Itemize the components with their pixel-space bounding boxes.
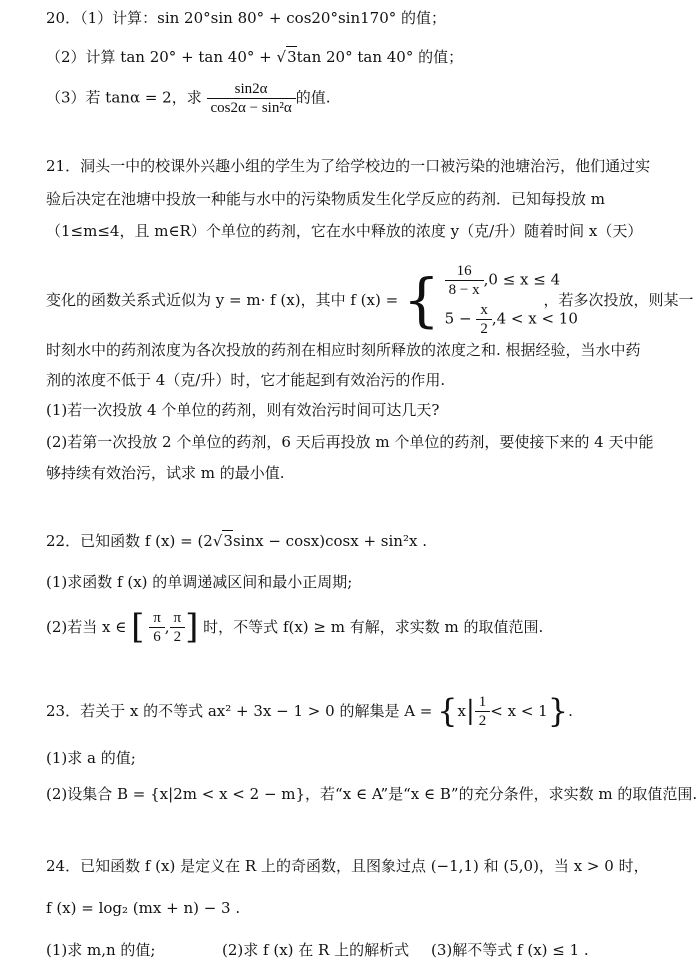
- interval-end-denominator: 2: [173, 628, 182, 645]
- sqrt-symbol: √: [212, 532, 223, 550]
- q21-line4: [46, 262, 694, 337]
- q20-line3-text-a: （3）若 tanα = 2，求: [46, 88, 202, 107]
- q21-line4-text-b: ，若多次投放，则某一: [543, 291, 694, 309]
- interval-left-bracket: [: [131, 607, 145, 647]
- q22-line3: [46, 604, 543, 648]
- q20-line2-text-a: （2）计算 tan 20° + tan 40° +: [46, 48, 277, 66]
- q23-line1-text-a: 23．若关于 x 的不等式 ax² + 3x − 1 > 0 的解集是 A =: [46, 702, 433, 720]
- q21-line6: 剂的浓度不低于 4（克/升）时，它才能起到有效治污的作用.: [46, 371, 446, 389]
- sqrt-radicand: 3: [287, 48, 297, 66]
- q24-line1: 24．已知函数 f (x) 是定义在 R 上的奇函数，且图象过点 (−1,1) 和 (5,0)，当 x > 0 时，: [46, 857, 649, 875]
- piecewise-brace: {: [402, 266, 440, 334]
- interval-comma: ,: [164, 618, 170, 636]
- case2-fraction: [476, 301, 492, 338]
- interval-start-denominator: 6: [153, 628, 161, 645]
- case2-denominator: 2: [480, 321, 488, 337]
- case2-numerator: x: [476, 301, 492, 320]
- sqrt-radicand: 3: [223, 532, 233, 550]
- q22-line3-text-a: (2)若当 x ∈: [46, 618, 127, 636]
- q21-line9: 够持续有效治污，试求 m 的最小值.: [46, 464, 285, 482]
- case1-numerator: 16: [445, 262, 484, 281]
- case1-condition: ,0 ≤ x ≤ 4: [483, 270, 561, 289]
- q22-line2: (1)求函数 f (x) 的单调递减区间和最小正周期;: [46, 573, 353, 591]
- q24-line3: [46, 940, 646, 960]
- piecewise-case-1: [445, 262, 561, 299]
- q21-line1: 21．洞头一中的校课外兴趣小组的学生为了给学校边的一口被污染的池塘治污，他们通过实: [46, 157, 651, 175]
- q20-fraction-denominator: cos2α − sin²α: [210, 100, 292, 116]
- q21-line5: 时刻水中的药剂浓度为各次投放的药剂在相应时刻所释放的浓度之和. 根据经验，当水中药: [46, 341, 641, 359]
- q20-line2-text-b: tan 20° tan 40° 的值；: [296, 48, 464, 66]
- q20-fraction-numerator: sin2α: [207, 80, 296, 99]
- case1-fraction: [445, 262, 484, 299]
- set-fraction-numerator: 1: [475, 693, 491, 712]
- q24-part3: (3)解不等式 f (x) ≤ 1 .: [431, 941, 589, 959]
- q20-line3: [46, 80, 330, 117]
- piecewise-cases: [444, 262, 578, 338]
- interval-end-numerator: π: [170, 609, 186, 628]
- q21-line8: (2)若第一次投放 2 个单位的药剂，6 天后再投放 m 个单位的药剂，要使接下来的 4 天中能: [46, 433, 654, 451]
- q20-line1: 20．（1）计算：sin 20°sin 80° + cos20°sin170° 的值；: [46, 9, 447, 27]
- q23-line2: (1)求 a 的值;: [46, 749, 136, 767]
- q23-line3: (2)设集合 B = {x|2m < x < 2 − m}，若“x ∈ A”是“x ∈ B”的充分条件，求实数 m 的取值范围.: [46, 785, 697, 803]
- piecewise-case-2: [444, 301, 578, 338]
- set-fraction-denominator: 2: [478, 712, 487, 729]
- q21-line7: (1)若一次投放 4 个单位的药剂，则有效治污时间可达几天?: [46, 401, 440, 419]
- set-left-brace: {: [437, 692, 458, 730]
- q24-line2: f (x) = log₂ (mx + n) − 3 .: [46, 899, 241, 917]
- interval-right-bracket: ]: [185, 607, 199, 647]
- set-condition: < x < 1: [490, 702, 548, 720]
- q22-line1-text-a: 22．已知函数 f (x) = (2: [46, 532, 213, 550]
- set-fraction: [475, 693, 491, 730]
- q24-part2: (2)求 f (x) 在 R 上的解析式: [222, 941, 410, 959]
- case2-prefix: 5 −: [444, 309, 472, 328]
- q22-line3-text-b: 时，不等式 f(x) ≥ m 有解，求实数 m 的取值范围.: [203, 618, 544, 636]
- q20-line3-text-b: 的值.: [295, 88, 331, 107]
- q20-line2: [46, 46, 463, 67]
- q21-line2: 验后决定在池塘中投放一种能与水中的污染物质发生化学反应的药剂．已知每投放 m: [46, 190, 605, 208]
- period: .: [568, 702, 573, 720]
- case2-condition: ,4 < x < 10: [491, 309, 578, 328]
- interval-start-fraction: [149, 609, 165, 646]
- interval-start-numerator: π: [149, 609, 165, 628]
- q24-part1: (1)求 m,n 的值;: [46, 941, 156, 959]
- q23-line1: [46, 690, 573, 730]
- q20-fraction: [207, 80, 296, 117]
- interval-end-fraction: [170, 609, 186, 646]
- q22-line1-text-b: sinx − cosx)cosx + sin²x .: [232, 532, 427, 550]
- q21-line3: （1≤m≤4，且 m∈R）个单位的药剂，它在水中释放的浓度 y（克/升）随着时间 x（天）: [46, 222, 643, 240]
- q21-line4-text-a: 变化的函数关系式近似为 y = m· f (x)，其中 f (x) =: [46, 291, 399, 309]
- sqrt-symbol: √: [276, 48, 287, 66]
- set-variable: x: [457, 702, 466, 720]
- set-right-brace: }: [547, 692, 569, 730]
- case1-denominator: 8 − x: [448, 282, 480, 298]
- q22-line1: [46, 530, 427, 551]
- set-divider: |: [466, 696, 475, 726]
